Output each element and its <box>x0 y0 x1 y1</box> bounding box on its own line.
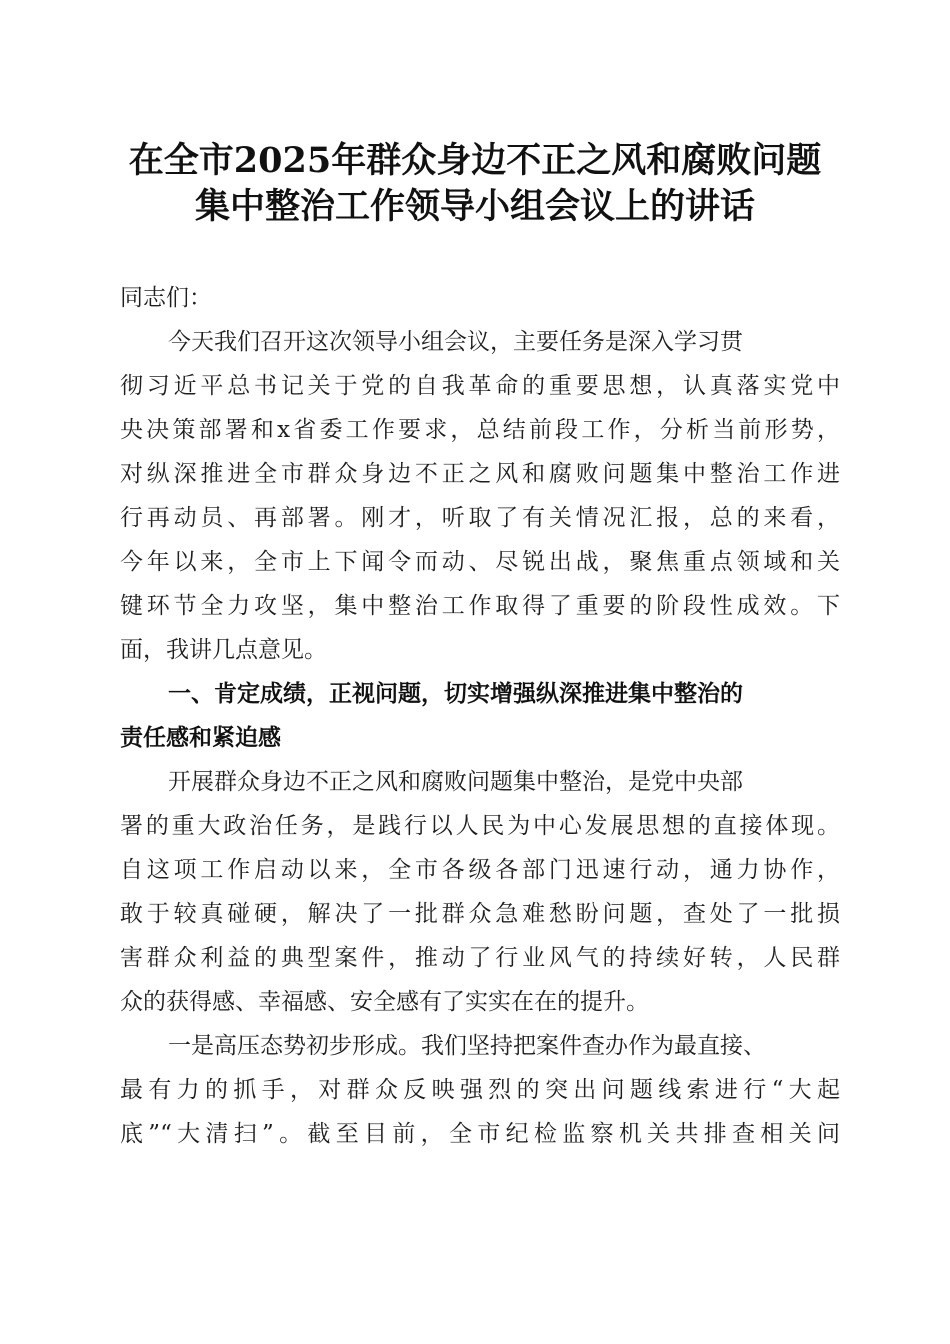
heading-line: 责任感和紧迫感 <box>120 725 281 751</box>
section-heading-1 <box>120 672 840 760</box>
paragraph-line: 众的获得感、幸福感、安全感有了实实在在的提升。 <box>120 989 649 1015</box>
paragraph-line: 央决策部署和x省委工作要求，总结前段工作，分析当前形势， <box>120 417 840 443</box>
paragraph-line: 开展群众身边不正之风和腐败问题集中整治，是党中央部 <box>168 769 743 795</box>
paragraph-opening <box>120 320 840 672</box>
salutation: 同志们： <box>120 285 212 311</box>
paragraph-high-pressure <box>120 1024 840 1156</box>
paragraph-line: 今年以来，全市上下闻令而动、尽锐出战，聚焦重点领域和关 <box>120 549 840 575</box>
paragraph-line: 行再动员、再部署。刚才，听取了有关情况汇报，总的来看， <box>120 505 840 531</box>
paragraph-line: 对纵深推进全市群众身边不正之风和腐败问题集中整治工作进 <box>120 461 840 487</box>
heading-line: 一、肯定成绩，正视问题，切实增强纵深推进集中整治的 <box>168 681 743 707</box>
paragraph-line: 底”“大清扫”。截至目前，全市纪检监察机关共排查相关问 <box>120 1121 840 1147</box>
paragraph-line: 一是高压态势初步形成。我们坚持把案件查办作为最直接、 <box>168 1033 766 1059</box>
paragraph-line: 面，我讲几点意见。 <box>120 637 327 663</box>
paragraph-line: 彻习近平总书记关于党的自我革命的重要思想，认真落实党中 <box>120 373 840 399</box>
paragraph-line: 自这项工作启动以来，全市各级各部门迅速行动，通力协作， <box>120 857 840 883</box>
paragraph-line: 最有力的抓手，对群众反映强烈的突出问题线索进行“大起 <box>120 1077 840 1103</box>
paragraph-line: 键环节全力攻坚，集中整治工作取得了重要的阶段性成效。下 <box>120 593 840 619</box>
paragraph-line: 署的重大政治任务，是践行以人民为中心发展思想的直接体现。 <box>120 813 840 839</box>
document-title-line-2: 集中整治工作领导小组会议上的讲话 <box>194 186 755 227</box>
document-body <box>120 276 840 1156</box>
paragraph-line: 敢于较真碰硬，解决了一批群众急难愁盼问题，查处了一批损 <box>120 901 840 927</box>
paragraph-line: 害群众利益的典型案件，推动了行业风气的持续好转，人民群 <box>120 945 840 971</box>
paragraph-line: 今天我们召开这次领导小组会议，主要任务是深入学习贯 <box>168 329 743 355</box>
document-title-line-1: 在全市2025年群众身边不正之风和腐败问题 <box>128 140 822 181</box>
paragraph-achievements <box>120 760 840 1024</box>
